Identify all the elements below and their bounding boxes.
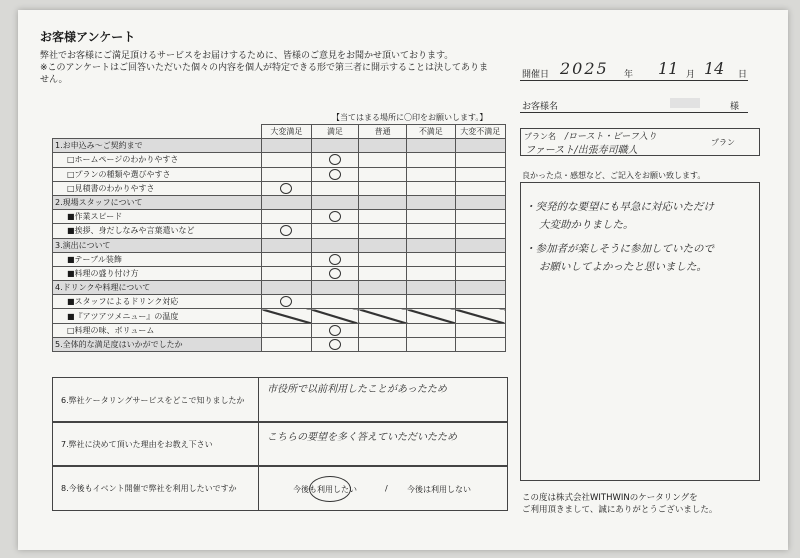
comments-prompt: 良かった点・感想など、ご記入をお願い致します。: [522, 171, 706, 180]
rating-cell[interactable]: [455, 309, 505, 323]
rating-cell[interactable]: [311, 139, 359, 153]
rating-cell[interactable]: [311, 309, 359, 323]
rating-cell[interactable]: [262, 153, 311, 167]
comment-line-3: ・参加者が楽しそうに参加していたので: [525, 243, 714, 255]
rating-row-label: 5.全体的な満足度はいかがでしたか: [53, 337, 262, 351]
rating-category-row: [53, 195, 506, 209]
rating-row-label: 3.演出について: [53, 238, 262, 252]
rating-row-label: □料理の味、ボリューム: [53, 323, 262, 337]
rating-cell[interactable]: [407, 181, 456, 195]
plan-value-2: ファースト/出張寿司職人: [525, 145, 638, 156]
circle-mark: [329, 325, 341, 336]
rating-cell[interactable]: [407, 153, 456, 167]
rating-row-label: ■挨拶、身だしなみや言葉遣いなど: [53, 224, 262, 238]
rating-cell[interactable]: [311, 295, 359, 309]
rating-cell[interactable]: [262, 309, 311, 323]
footer-line-2: ご利用頂きまして、誠にありがとうございました。: [522, 505, 718, 515]
rating-cell[interactable]: [311, 167, 359, 181]
intro-line-3: せん。: [40, 75, 68, 85]
footer-line-1: この度は株式会社WITHWINのケータリングを: [522, 493, 698, 503]
rating-cell[interactable]: [407, 195, 456, 209]
rating-category-row: [53, 238, 506, 252]
rating-cell[interactable]: [407, 139, 456, 153]
rating-cell[interactable]: [359, 252, 407, 266]
col-neutral: 普通: [359, 125, 407, 139]
rating-cell[interactable]: [311, 181, 359, 195]
plan-value-1: /ロースト・ビーフ入り: [565, 132, 657, 142]
circle-mark: [329, 339, 341, 350]
rating-cell[interactable]: [455, 281, 505, 295]
rating-row-label: 2.現場スタッフについて: [53, 195, 262, 209]
rating-cell[interactable]: [262, 181, 311, 195]
rating-cell[interactable]: [359, 195, 407, 209]
rating-cell[interactable]: [311, 210, 359, 224]
rating-item-row: [53, 295, 506, 309]
date-field[interactable]: [520, 59, 748, 81]
rating-header-row: [53, 125, 506, 139]
rating-cell[interactable]: [359, 238, 407, 252]
circle-mark: [280, 225, 292, 236]
rating-row-label: ■スタッフによるドリンク対応: [53, 295, 262, 309]
rating-cell[interactable]: [407, 224, 456, 238]
rating-item-row: [53, 323, 506, 337]
rating-cell[interactable]: [311, 323, 359, 337]
intro-line-1: 弊社でお客様にご満足頂けるサービスをお届けするために、皆様のご意見をお聞かせ頂いております。: [40, 51, 454, 61]
rating-row-label: □プランの種類や選びやすさ: [53, 167, 262, 181]
rating-cell[interactable]: [262, 195, 311, 209]
redacted-name: [670, 98, 700, 108]
rating-cell[interactable]: [407, 266, 456, 280]
question-6[interactable]: [52, 377, 508, 423]
rating-cell[interactable]: [407, 238, 456, 252]
rating-cell[interactable]: [455, 224, 505, 238]
rating-item-row: [53, 266, 506, 280]
rating-cell[interactable]: [359, 167, 407, 181]
rating-row-label: 4.ドリンクや料理について: [53, 281, 262, 295]
rating-cell[interactable]: [262, 323, 311, 337]
rating-item-row: [53, 210, 506, 224]
rating-cell[interactable]: [455, 181, 505, 195]
rating-cell[interactable]: [407, 210, 456, 224]
rating-cell[interactable]: [311, 252, 359, 266]
instruction-text: 【当てはまる場所に〇印をお願いします。】: [332, 113, 488, 122]
rating-row-label: ■料理の盛り付け方: [53, 266, 262, 280]
rating-cell[interactable]: [262, 295, 311, 309]
rating-cell[interactable]: [407, 252, 456, 266]
q7-answer: こちらの要望を多く答えていただいたため: [267, 432, 457, 443]
rating-cell[interactable]: [455, 238, 505, 252]
rating-cell[interactable]: [359, 323, 407, 337]
customer-suffix: 様: [730, 102, 740, 112]
rating-row-label: 1.お申込み～ご契約まで: [53, 139, 262, 153]
rating-item-row: [53, 252, 506, 266]
year-unit: 年: [624, 70, 634, 80]
rating-cell[interactable]: [407, 281, 456, 295]
customer-field[interactable]: [520, 96, 748, 113]
rating-row-label: □ホームページのわかりやすさ: [53, 153, 262, 167]
circle-mark: [329, 154, 341, 165]
form-title: お客様アンケート: [40, 30, 136, 44]
plan-label: プラン名: [524, 132, 556, 141]
rating-cell[interactable]: [262, 266, 311, 280]
rating-cell[interactable]: [407, 337, 456, 351]
rating-item-row: [53, 153, 506, 167]
rating-cell[interactable]: [455, 167, 505, 181]
comment-line-1: ・突発的な要望にも早急に対応いただけ: [525, 201, 714, 213]
rating-item-row: [53, 181, 506, 195]
rating-cell[interactable]: [407, 309, 456, 323]
rating-cell[interactable]: [359, 153, 407, 167]
plan-suffix: プラン: [711, 138, 735, 147]
circle-mark: [329, 169, 341, 180]
rating-cell[interactable]: [311, 195, 359, 209]
rating-cell[interactable]: [359, 337, 407, 351]
rating-cell[interactable]: [359, 210, 407, 224]
comment-line-4: お願いしてよかったと思いました。: [539, 261, 707, 273]
rating-cell[interactable]: [455, 295, 505, 309]
q8-option-yes[interactable]: 今後も利用したい: [293, 485, 357, 494]
comment-line-2: 大変助かりました。: [539, 219, 634, 231]
rating-cell[interactable]: [262, 281, 311, 295]
rating-cell[interactable]: [407, 295, 456, 309]
rating-cell[interactable]: [311, 281, 359, 295]
rating-cell[interactable]: [407, 323, 456, 337]
rating-cell[interactable]: [262, 238, 311, 252]
month-unit: 月: [686, 70, 696, 80]
rating-row-label: ■『アツアツメニュー』の温度: [53, 309, 262, 323]
rating-cell[interactable]: [359, 295, 407, 309]
rating-cell[interactable]: [455, 210, 505, 224]
rating-cell[interactable]: [262, 224, 311, 238]
intro-line-2: ※このアンケートはご回答いただいた個々の内容を個人が特定できる形で第三者に開示することは決してありま: [40, 63, 489, 73]
rating-cell[interactable]: [262, 252, 311, 266]
rating-row-label: ■作業スピード: [53, 210, 262, 224]
circle-mark: [329, 211, 341, 222]
col-very-satisfied: 大変満足: [262, 125, 311, 139]
q7-label: 7.弊社に決めて頂いた理由をお教え下さい: [53, 422, 259, 466]
form-intro: [40, 50, 510, 86]
plan-field[interactable]: [520, 128, 760, 156]
rating-category-row: [53, 281, 506, 295]
rating-cell[interactable]: [359, 266, 407, 280]
rating-cell[interactable]: [262, 337, 311, 351]
day-unit: 日: [738, 70, 748, 80]
col-dissatisfied: 不満足: [407, 125, 456, 139]
rating-cell[interactable]: [359, 139, 407, 153]
rating-cell[interactable]: [311, 266, 359, 280]
rating-row-label: ■テーブル装飾: [53, 252, 262, 266]
question-7[interactable]: [52, 421, 508, 467]
rating-cell[interactable]: [262, 167, 311, 181]
rating-cell[interactable]: [359, 281, 407, 295]
rating-table: [52, 124, 506, 352]
rating-cell[interactable]: [455, 139, 505, 153]
rating-cell[interactable]: [455, 195, 505, 209]
rating-item-row: [53, 224, 506, 238]
q8-separator: /: [385, 484, 388, 493]
comments-box[interactable]: [520, 182, 760, 481]
rating-cell[interactable]: [311, 224, 359, 238]
circle-mark: [280, 183, 292, 194]
rating-row-label: □見積書のわかりやすさ: [53, 181, 262, 195]
circle-mark: [329, 254, 341, 265]
q8-label: 8.今後もイベント開催で弊社を利用したいですか: [53, 466, 259, 510]
rating-cell[interactable]: [311, 153, 359, 167]
rating-category-row: [53, 139, 506, 153]
day-value: 14: [704, 59, 725, 78]
header-blank: [53, 125, 262, 139]
customer-label: お客様名: [522, 102, 559, 112]
rating-cell[interactable]: [359, 224, 407, 238]
rating-cell[interactable]: [455, 337, 505, 351]
month-value: 11: [658, 59, 679, 78]
rating-item-row: [53, 309, 506, 323]
circle-mark: [329, 268, 341, 279]
q8-selection-circle: [309, 476, 351, 502]
col-very-dissatisfied: 大変不満足: [455, 125, 505, 139]
circle-mark: [280, 296, 292, 307]
rating-cell[interactable]: [407, 167, 456, 181]
q6-answer: 市役所で以前利用したことがあったため: [267, 384, 447, 395]
col-satisfied: 満足: [311, 125, 359, 139]
rating-cell[interactable]: [359, 181, 407, 195]
rating-cell[interactable]: [262, 139, 311, 153]
rating-cell[interactable]: [455, 252, 505, 266]
rating-cell[interactable]: [455, 266, 505, 280]
date-label: 開催日: [522, 70, 550, 80]
q8-option-no[interactable]: 今後は利用しない: [407, 485, 471, 494]
rating-cell[interactable]: [455, 323, 505, 337]
rating-cell[interactable]: [311, 238, 359, 252]
rating-category-row: [53, 337, 506, 351]
year-value: 2025: [560, 59, 609, 78]
question-8[interactable]: [52, 465, 508, 511]
rating-cell[interactable]: [311, 337, 359, 351]
rating-cell[interactable]: [262, 210, 311, 224]
footer: [522, 492, 717, 516]
rating-item-row: [53, 167, 506, 181]
rating-cell[interactable]: [359, 309, 407, 323]
rating-cell[interactable]: [455, 153, 505, 167]
q6-label: 6.弊社ケータリングサービスをどこで知りましたか: [53, 378, 259, 422]
